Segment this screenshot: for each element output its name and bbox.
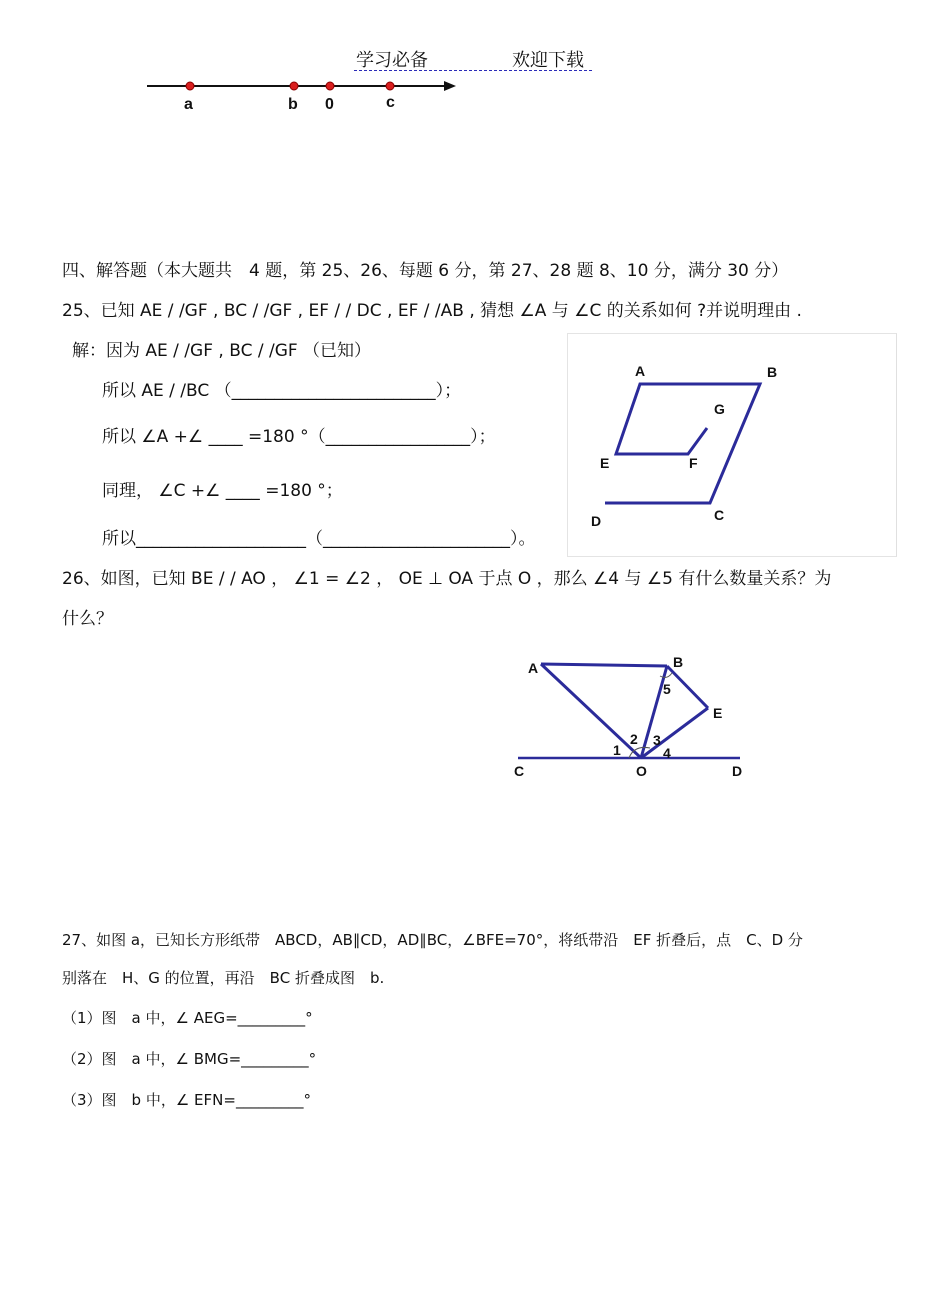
q25-label-B: B [767,364,778,380]
q26-label-5: 5 [663,681,671,697]
q26-label-E: E [713,705,723,721]
q26-label-1: 1 [613,742,621,758]
q26-label-3: 3 [653,732,661,748]
q26-label-2: 2 [630,731,638,747]
q25-solution-line3: 所以 ∠A +∠ ____ =180 °（_________________）； [102,427,496,447]
q26-label-D: D [732,763,743,779]
q25-label-E: E [600,455,610,471]
q26-label-C: C [514,763,525,779]
q25-solution-line4: 同理， ∠C +∠ ____ =180 °； [102,481,343,501]
q27-sub1: （1）图 a 中，∠ AEG=_________° [62,1009,313,1027]
q26-question-line1: 26、如图，已知 BE / / AO ， ∠1 = ∠2 ， OE ⊥ OA 于点 O ，那么 ∠4 与 ∠5 有什么数量关系？为 [62,569,832,589]
q25-solution-line2: 所以 AE / /BC （________________________）； [102,381,462,401]
header-left: 学习必备 [356,50,428,71]
label-b: b [288,96,298,113]
q26-segment-AB [541,664,667,666]
q25-question: 25、已知 AE / /GF , BC / /GF , EF / / DC , EF / /AB , 猜想 ∠A 与 ∠C 的关系如何 ?并说明理由 . [62,301,802,321]
q26-segment-AO [541,664,641,758]
q27-question-line2: 别落在 H、G 的位置，再沿 BC 折叠成图 b. [62,969,385,987]
q26-label-O: O [636,763,647,779]
q26-segment-EO [641,708,708,758]
q26-question-line2: 什么？ [62,609,113,629]
q25-label-C: C [714,507,725,523]
q25-solution-line1: 解：因为 AE / /GF , BC / /GF （已知） [72,341,372,361]
q26-segment-BE [667,666,708,708]
q25-label-F: F [689,455,698,471]
q27-question-line1: 27、如图 a，已知长方形纸带 ABCD，AB∥CD，AD∥BC，∠BFE=70°，将纸带沿 EF 折叠后，点 C、D 分 [62,931,803,949]
q25-label-G: G [714,401,725,417]
q26-label-4: 4 [663,745,671,761]
q26-label-A: A [528,660,539,676]
q25-label-A: A [635,363,646,379]
q26-label-B: B [673,654,684,670]
q25-solution-line5: 所以____________________（______________________）。 [102,529,536,549]
header-right: 欢迎下载 [512,50,584,71]
label-a: a [184,96,193,113]
label-zero: 0 [325,96,334,113]
q25-label-D: D [591,513,602,529]
section-title: 四、解答题（本大题共 4 题，第 25、26、每题 6 分，第 27、28 题 8、10 分，满分 30 分） [62,261,789,281]
q27-sub2: （2）图 a 中，∠ BMG=_________° [62,1050,317,1068]
label-c: c [386,94,395,111]
q27-sub3: （3）图 b 中，∠ EFN=_________° [62,1091,311,1109]
